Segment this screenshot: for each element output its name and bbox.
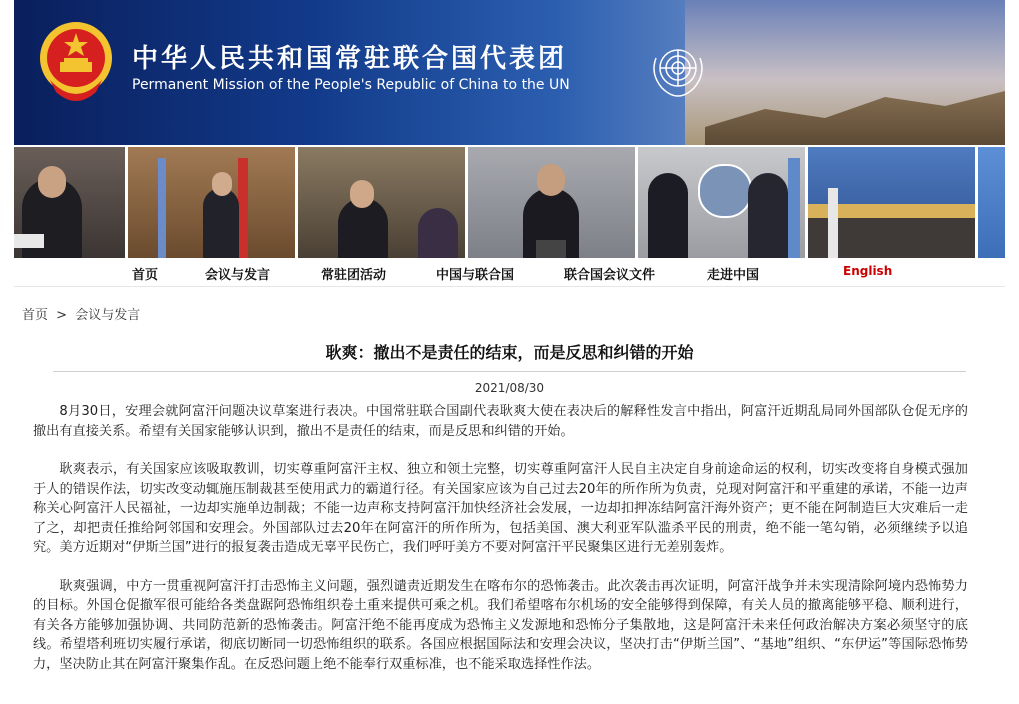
nav-about-china[interactable]: 走进中国 <box>707 268 760 283</box>
breadcrumb-separator: > <box>56 308 68 323</box>
photo-un-meeting <box>638 147 805 258</box>
nav-home[interactable]: 首页 <box>132 268 159 283</box>
photo-un-flag <box>978 147 1005 258</box>
breadcrumb-home[interactable]: 首页 <box>22 308 49 323</box>
title-divider <box>53 371 966 372</box>
article-title: 耿爽：撤出不是责任的结束，而是反思和纠错的开始 <box>325 343 694 362</box>
site-banner <box>14 0 1005 145</box>
photo-council-seats <box>298 147 465 258</box>
photo-press-briefing <box>468 147 635 258</box>
site-title-chinese: 中华人民共和国常驻联合国代表团 <box>132 44 568 74</box>
article-paragraph: 8月30日，安理会就阿富汗问题决议草案进行表决。中国常驻联合国副代表耿爽大使在表决后的解释性发言中指出，阿富汗近期乱局同外国部队仓促无序的撤出有直接关系。希望有关国家能够认识到，撤出不是责任的结束，而是反思和纠错的开始。 <box>33 404 968 439</box>
photo-podium-flags <box>128 147 295 258</box>
main-navigation <box>14 258 1005 287</box>
article-paragraph: 耿爽强调，中方一贯重视阿富汗打击恐怖主义问题，强烈谴责近期发生在喀布尔的恐怖袭击。此次袭击再次证明，阿富汗战争并未实现清除阿境内恐怖势力的目标。外国仓促撤军很可能给各类盘踞阿恐怖组织卷土重来提供可乘之机。我们希望喀布尔机场的安全能够得到保障，有关人员的撤离能够平稳、顺利进行，有关各方能够加强协调、共同防范新的恐怖袭击。阿富汗绝不能再度成为恐怖主义发源地和恐怖分子集散地，这是阿富汗未来任何政治解决方案必须坚守的底线。希望塔利班切实履行承诺，彻底切断同一切恐怖组织的联系。各国应根据国际法和安理会决议，坚决打击“伊斯兰国”、“基地”组织、“东伊运”等国际恐怖势力，坚决防止其在阿富汗聚集作乱。在反恐问题上绝不能奉行双重标准，也不能采取选择性作法。 <box>33 578 968 672</box>
article-date: 2021/08/30 <box>474 381 545 395</box>
nav-mission-activities[interactable]: 常驻团活动 <box>321 268 387 283</box>
breadcrumb-section[interactable]: 会议与发言 <box>75 308 141 323</box>
article-body <box>33 402 968 693</box>
nav-china-and-un[interactable]: 中国与联合国 <box>436 268 515 283</box>
article-paragraph: 耿爽表示，有关国家应该吸取教训，切实尊重阿富汗主权、独立和领土完整，切实尊重阿富汗人民自主决定自身前途命运的权利，切实改变将自身模式强加于人的错误作法，切实改变动辄施压制裁甚至使用武力的霸道行径。有关国家应该为自己过去20年的所作所为负责，兑现对阿富汗和平重建的承诺，不能一边声称关心阿富汗人民福祉，一边却实施单边制裁；不能一边声称支持阿富汗加快经济社会发展，一边却扣押冻结阿富汗海外资产；更不能在阿制造巨大灾难后一走了之，却把责任推给阿邻国和安理会。外国部队过去20年在阿富汗的所作所为，包括美国、澳大利亚军队滥杀平民的刑责，绝不能一笔勾销，必须继续予以追究。美方近期对“伊斯兰国”进行的报复袭击造成无辜平民伤亡，我们呼吁美方不要对阿富汗平民聚集区进行无差别轰炸。 <box>33 462 968 555</box>
nav-english[interactable]: English <box>843 264 893 278</box>
national-emblem-icon <box>36 18 116 103</box>
nav-meetings-speeches[interactable]: 会议与发言 <box>205 268 271 283</box>
breadcrumb <box>22 304 140 323</box>
photo-council-speaker <box>14 147 125 258</box>
photo-strip <box>14 147 1005 258</box>
site-title-english: Permanent Mission of the People's Republic of China to the UN <box>132 77 570 93</box>
un-emblem-icon <box>642 40 714 100</box>
photo-conference-room <box>808 147 975 258</box>
nav-un-documents[interactable]: 联合国会议文件 <box>564 268 656 283</box>
